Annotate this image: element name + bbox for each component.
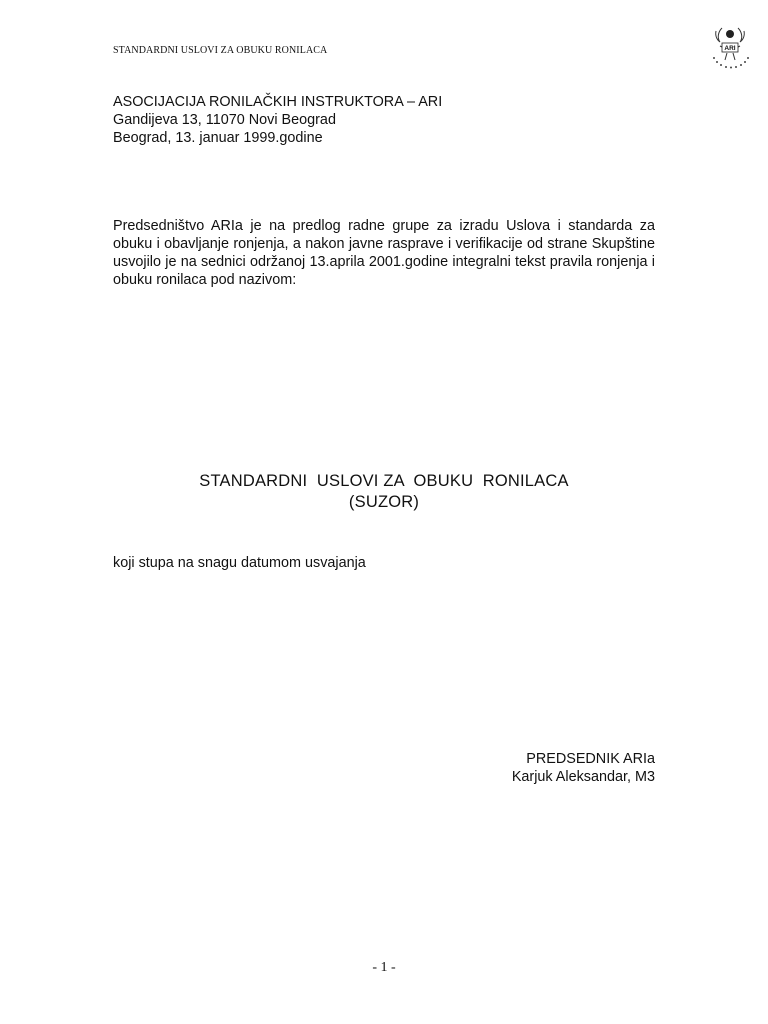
ari-diver-emblem-icon <box>708 22 752 70</box>
organization-name: ASOCIJACIJA RONILAČKIH INSTRUKTORA – ARI <box>113 94 443 110</box>
page-number: - 1 - <box>372 960 396 975</box>
running-header: STANDARDNI USLOVI ZA OBUKU RONILACA <box>113 45 328 56</box>
place-and-date: Beograd, 13. januar 1999.godine <box>113 130 323 146</box>
signature-name: Karjuk Aleksandar, M3 <box>511 769 655 785</box>
signature-role: PREDSEDNIK ARIa <box>526 751 655 767</box>
document-title-abbreviation: (SUZOR) <box>348 493 420 511</box>
organization-address: Gandijeva 13, 11070 Novi Beograd <box>113 112 336 128</box>
intro-paragraph: Predsedništvo ARIa je na predlog radne grupe za izradu Uslova i standarda za obuku i obavljanje ronjenja, a nakon javne rasprave i verifikacije od strane Skupštine usvojilo je na sednici održanoj 13.aprila 2001.godine integralni tekst pravila ronjenja i obuku ronilaca pod nazivom: <box>113 218 655 288</box>
document-title-main: STANDARDNI USLOVI ZA OBUKU RONILACA <box>199 472 569 490</box>
logo-text: ARI <box>724 45 736 53</box>
effective-statement: koji stupa na snagu datumom usvajanja <box>113 555 366 571</box>
signature-block <box>512 750 655 786</box>
document-title <box>113 471 655 513</box>
organization-block <box>113 93 442 147</box>
